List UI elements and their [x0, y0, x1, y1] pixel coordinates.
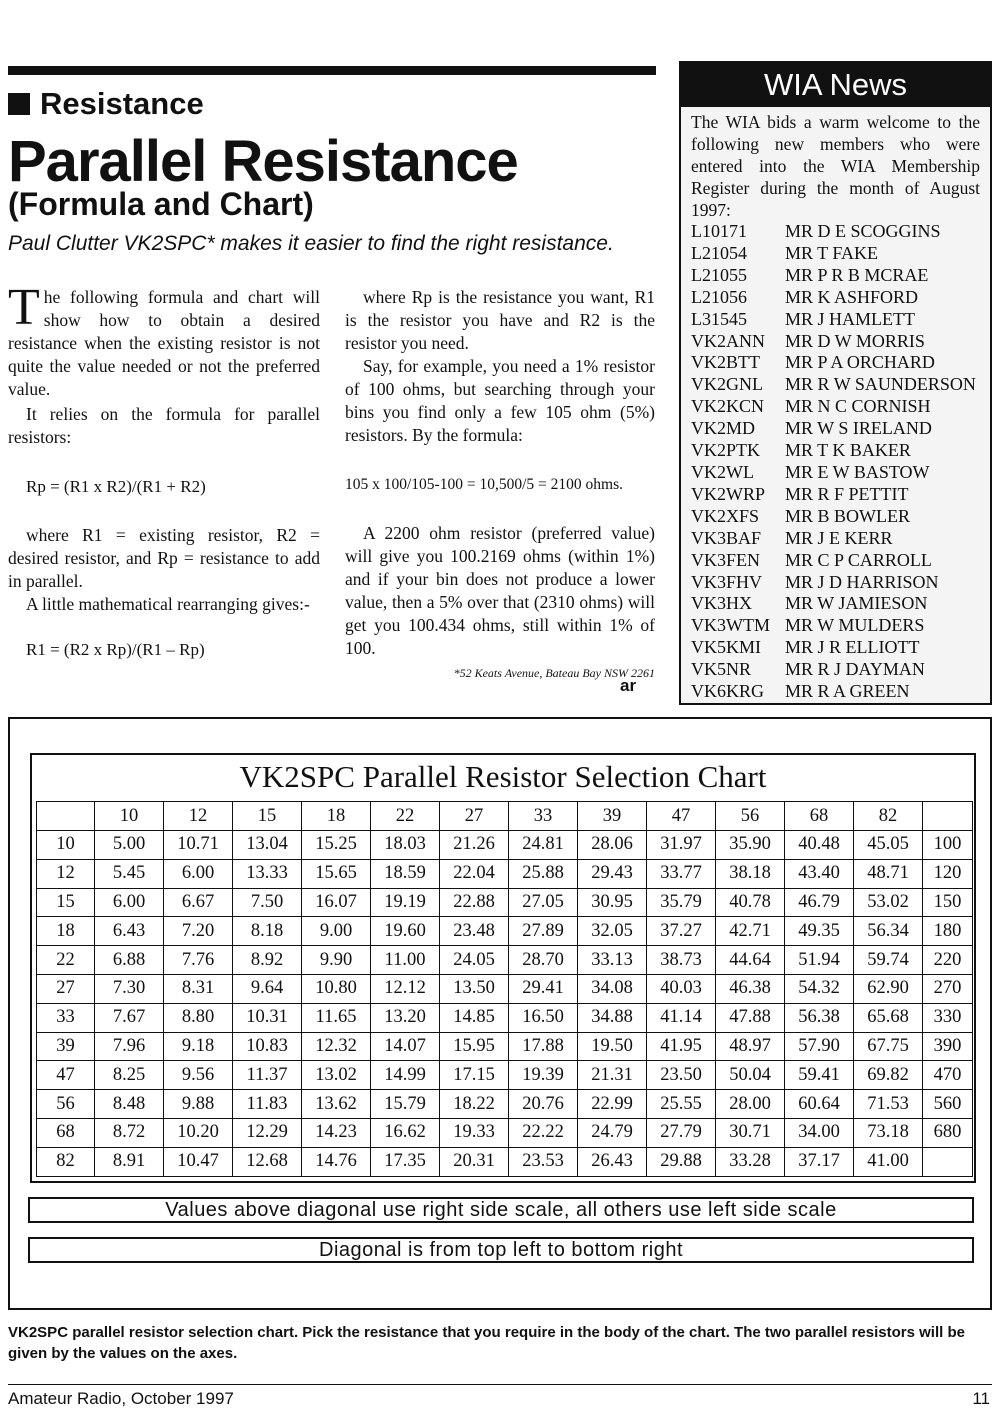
- table-cell: 30.95: [578, 888, 647, 917]
- paragraph: A 2200 ohm resistor (preferred value) will give you 100.2169 ohms (within 1%) and if your bin does not produce a lower value, then a 5% over that (2310 ohms) will get you 100.434 ohms, still within 1% of 100.: [345, 523, 655, 658]
- table-cell: 37.17: [785, 1147, 854, 1176]
- table-cell: 9.88: [164, 1090, 233, 1119]
- table-cell: 5.45: [95, 859, 164, 888]
- member-callsign: VK2XFS: [691, 505, 760, 526]
- member-row: [681, 396, 990, 418]
- member-callsign: L10171: [691, 221, 747, 241]
- member-callsign: VK5KMI: [691, 637, 761, 658]
- table-cell: 38.73: [647, 946, 716, 975]
- table-cell: 73.18: [854, 1118, 923, 1147]
- member-row: [681, 681, 990, 703]
- member-row: [681, 265, 990, 287]
- member-name: MR J E KERR: [785, 527, 893, 548]
- row-header-left: 68: [37, 1118, 95, 1147]
- section-heading: [8, 86, 204, 122]
- table-cell: 14.23: [302, 1118, 371, 1147]
- table-cell: 69.82: [854, 1061, 923, 1090]
- table-cell: 54.32: [785, 974, 854, 1003]
- table-cell: 40.03: [647, 974, 716, 1003]
- paragraph: Say, for example, you need a 1% resistor of 100 ohms, but searching through your bins you find only a few 105 ohm (5%) resistors. By the formula:: [345, 356, 655, 445]
- table-row: [37, 859, 973, 888]
- table-cell: 17.35: [371, 1147, 440, 1176]
- member-name: MR J R ELLIOTT: [785, 637, 920, 658]
- table-cell: 51.94: [785, 946, 854, 975]
- table-cell: 38.18: [716, 859, 785, 888]
- member-callsign: VK3BAF: [691, 527, 762, 548]
- member-name: MR C P CARROLL: [785, 549, 932, 570]
- row-header-right: 150: [923, 888, 973, 917]
- table-cell: 13.33: [233, 859, 302, 888]
- row-header-right: 330: [923, 1003, 973, 1032]
- table-cell: 27.89: [509, 917, 578, 946]
- table-cell: 7.67: [95, 1003, 164, 1032]
- table-cell: 57.90: [785, 1032, 854, 1061]
- table-cell: 14.99: [371, 1061, 440, 1090]
- member-callsign: VK2ANN: [691, 330, 765, 351]
- chart-box: [8, 717, 992, 1310]
- table-cell: 24.81: [509, 831, 578, 860]
- table-cell: 46.38: [716, 974, 785, 1003]
- table-cell: 71.53: [854, 1090, 923, 1119]
- table-row: [37, 917, 973, 946]
- table-cell: 40.78: [716, 888, 785, 917]
- wia-news-intro: The WIA bids a warm welcome to the following new members who were entered into the WIA Membership Register during the month of August 1997:: [691, 112, 980, 220]
- table-cell: 28.00: [716, 1090, 785, 1119]
- table-cell: 50.04: [716, 1061, 785, 1090]
- column-header: 10: [95, 802, 164, 831]
- table-corner: [37, 802, 95, 831]
- table-cell: 12.12: [371, 974, 440, 1003]
- row-header-right: 220: [923, 946, 973, 975]
- section-label: Resistance: [40, 86, 204, 121]
- member-callsign: VK2BTT: [691, 352, 760, 373]
- member-name: MR D W MORRIS: [785, 330, 925, 351]
- member-name: MR W JAMIESON: [785, 593, 928, 614]
- member-row: [681, 287, 990, 309]
- row-header-left: 27: [37, 974, 95, 1003]
- table-cell: 7.50: [233, 888, 302, 917]
- column-header: 27: [440, 802, 509, 831]
- member-row: [681, 615, 990, 637]
- wia-news-box: [679, 61, 992, 705]
- table-cell: 17.88: [509, 1032, 578, 1061]
- table-cell: 9.00: [302, 917, 371, 946]
- table-row: [37, 1032, 973, 1061]
- member-name: MR N C CORNISH: [785, 396, 931, 417]
- table-cell: 10.31: [233, 1003, 302, 1032]
- member-list: [681, 221, 990, 703]
- table-row: [37, 1061, 973, 1090]
- member-row: [681, 352, 990, 374]
- table-cell: 13.04: [233, 831, 302, 860]
- table-cell: 25.88: [509, 859, 578, 888]
- table-cell: 27.05: [509, 888, 578, 917]
- member-callsign: VK2GNL: [691, 374, 763, 395]
- table-row: [37, 1118, 973, 1147]
- row-header-left: 22: [37, 946, 95, 975]
- table-cell: 23.48: [440, 917, 509, 946]
- chart-note-1: Values above diagonal use right side scale, all others use left side scale: [28, 1197, 974, 1223]
- row-header-right: 270: [923, 974, 973, 1003]
- table-cell: 16.50: [509, 1003, 578, 1032]
- member-name: MR R W SAUNDERSON: [785, 374, 976, 395]
- column-header: 68: [785, 802, 854, 831]
- member-name: MR D E SCOGGINS: [785, 221, 941, 241]
- column-header: 33: [509, 802, 578, 831]
- row-header-right: 470: [923, 1061, 973, 1090]
- table-cell: 15.25: [302, 831, 371, 860]
- table-cell: 35.79: [647, 888, 716, 917]
- author-address: *52 Keats Avenue, Bateau Bay NSW 2261: [453, 666, 655, 680]
- member-row: [681, 374, 990, 396]
- member-name: MR T FAKE: [785, 242, 879, 263]
- row-header-left: 15: [37, 888, 95, 917]
- paragraph: where Rp is the resistance you want, R1 is the resistor you have and R2 is the resistor you need.: [345, 287, 655, 353]
- row-header-right: 180: [923, 917, 973, 946]
- paragraph: where R1 = existing resistor, R2 = desired resistor, and Rp = resistance to add in parallel.: [8, 525, 320, 591]
- table-cell: 13.02: [302, 1061, 371, 1090]
- table-cell: 25.55: [647, 1090, 716, 1119]
- table-cell: 11.00: [371, 946, 440, 975]
- member-name: MR K ASHFORD: [785, 286, 919, 307]
- chart-caption: VK2SPC parallel resistor selection chart. Pick the resistance that you require in the body of the chart. The two parallel resistors will be given by the values on the axes.: [8, 1324, 965, 1362]
- article-column-2: [345, 286, 655, 660]
- table-corner: [923, 802, 973, 831]
- table-cell: 13.62: [302, 1090, 371, 1119]
- table-cell: 16.62: [371, 1118, 440, 1147]
- member-callsign: VK3HX: [691, 593, 752, 614]
- table-cell: 6.43: [95, 917, 164, 946]
- column-header: 22: [371, 802, 440, 831]
- member-callsign: VK3FEN: [691, 549, 761, 570]
- table-cell: 8.92: [233, 946, 302, 975]
- byline: Paul Clutter VK2SPC* makes it easier to find the right resistance.: [8, 232, 614, 255]
- article-title: Parallel Resistance: [8, 129, 518, 194]
- table-cell: 22.88: [440, 888, 509, 917]
- member-callsign: VK2WRP: [691, 483, 766, 504]
- member-row: [681, 418, 990, 440]
- table-cell: 28.70: [509, 946, 578, 975]
- row-header-right: [923, 1147, 973, 1176]
- table-cell: 11.83: [233, 1090, 302, 1119]
- table-cell: 41.95: [647, 1032, 716, 1061]
- table-cell: 18.22: [440, 1090, 509, 1119]
- table-cell: 41.14: [647, 1003, 716, 1032]
- member-callsign: L21055: [691, 264, 747, 285]
- footer-publication: Amateur Radio, October 1997: [8, 1389, 234, 1408]
- table-cell: 11.65: [302, 1003, 371, 1032]
- table-cell: 15.79: [371, 1090, 440, 1119]
- table-cell: 29.88: [647, 1147, 716, 1176]
- row-header-left: 56: [37, 1090, 95, 1119]
- member-row: [681, 309, 990, 331]
- table-cell: 8.80: [164, 1003, 233, 1032]
- formula-parallel: Rp = (R1 x R2)/(R1 + R2): [26, 477, 206, 496]
- table-row: [37, 1147, 973, 1176]
- row-header-left: 10: [37, 831, 95, 860]
- member-row: [681, 440, 990, 462]
- table-cell: 42.71: [716, 917, 785, 946]
- member-callsign: VK2PTK: [691, 440, 761, 461]
- column-header: 39: [578, 802, 647, 831]
- column-header: 47: [647, 802, 716, 831]
- table-row: [37, 831, 973, 860]
- member-callsign: L21054: [691, 242, 747, 263]
- table-cell: 19.39: [509, 1061, 578, 1090]
- resistor-table: [36, 801, 973, 1177]
- table-cell: 16.07: [302, 888, 371, 917]
- member-row: [681, 593, 990, 615]
- table-cell: 62.90: [854, 974, 923, 1003]
- member-name: MR P R B MCRAE: [785, 264, 929, 285]
- column-header: 15: [233, 802, 302, 831]
- paragraph: The following formula and chart will show how to obtain a desired resistance when the existing resistor is not quite the value needed or not the preferred value.: [8, 279, 320, 399]
- table-cell: 21.26: [440, 831, 509, 860]
- member-name: MR R J DAYMAN: [785, 659, 925, 680]
- table-cell: 24.05: [440, 946, 509, 975]
- paragraph: A little mathematical rearranging gives:-: [26, 594, 310, 614]
- member-row: [681, 331, 990, 353]
- table-cell: 9.56: [164, 1061, 233, 1090]
- member-callsign: VK5NR: [691, 659, 752, 680]
- table-cell: 24.79: [578, 1118, 647, 1147]
- row-header-right: 680: [923, 1118, 973, 1147]
- member-callsign: VK2KCN: [691, 396, 765, 417]
- table-cell: 32.05: [578, 917, 647, 946]
- table-cell: 19.60: [371, 917, 440, 946]
- table-cell: 29.43: [578, 859, 647, 888]
- table-row: [37, 888, 973, 917]
- table-cell: 53.02: [854, 888, 923, 917]
- table-cell: 35.90: [716, 831, 785, 860]
- member-name: MR P A ORCHARD: [785, 352, 935, 373]
- table-cell: 18.03: [371, 831, 440, 860]
- table-cell: 11.37: [233, 1061, 302, 1090]
- table-row: [37, 974, 973, 1003]
- table-cell: 13.20: [371, 1003, 440, 1032]
- table-cell: 20.31: [440, 1147, 509, 1176]
- member-callsign: VK3WTM: [691, 615, 770, 636]
- table-cell: 6.88: [95, 946, 164, 975]
- table-cell: 45.05: [854, 831, 923, 860]
- chart-title: VK2SPC Parallel Resistor Selection Chart: [239, 759, 767, 794]
- member-row: [681, 506, 990, 528]
- table-cell: 9.90: [302, 946, 371, 975]
- table-cell: 33.28: [716, 1147, 785, 1176]
- member-callsign: L31545: [691, 308, 747, 329]
- article-column-1: [8, 279, 320, 661]
- table-cell: 14.76: [302, 1147, 371, 1176]
- member-row: [681, 243, 990, 265]
- member-name: MR B BOWLER: [785, 505, 911, 526]
- table-cell: 7.30: [95, 974, 164, 1003]
- table-cell: 8.18: [233, 917, 302, 946]
- column-header: 56: [716, 802, 785, 831]
- table-cell: 10.80: [302, 974, 371, 1003]
- member-callsign: VK2WL: [691, 461, 754, 482]
- table-cell: 22.04: [440, 859, 509, 888]
- table-cell: 23.53: [509, 1147, 578, 1176]
- table-cell: 37.27: [647, 917, 716, 946]
- member-row: [681, 528, 990, 550]
- member-row: [681, 659, 990, 681]
- table-cell: 12.29: [233, 1118, 302, 1147]
- table-cell: 20.76: [509, 1090, 578, 1119]
- table-cell: 28.06: [578, 831, 647, 860]
- row-header-left: 47: [37, 1061, 95, 1090]
- member-name: MR E W BASTOW: [785, 461, 930, 482]
- formula-rearranged: R1 = (R2 x Rp)/(R1 – Rp): [26, 640, 205, 659]
- table-cell: 33.13: [578, 946, 647, 975]
- table-cell: 59.41: [785, 1061, 854, 1090]
- table-cell: 60.64: [785, 1090, 854, 1119]
- member-name: MR J HAMLETT: [785, 308, 915, 329]
- table-cell: 15.95: [440, 1032, 509, 1061]
- table-cell: 10.83: [233, 1032, 302, 1061]
- member-row: [681, 484, 990, 506]
- member-row: [681, 221, 990, 243]
- table-cell: 5.00: [95, 831, 164, 860]
- formula-example: 105 x 100/105-100 = 10,500/5 = 2100 ohms.: [345, 476, 623, 493]
- table-cell: 19.33: [440, 1118, 509, 1147]
- member-name: MR R F PETTIT: [785, 483, 909, 504]
- table-row: [37, 946, 973, 975]
- end-mark: ar: [620, 676, 637, 695]
- row-header-right: 120: [923, 859, 973, 888]
- column-header: 18: [302, 802, 371, 831]
- member-name: MR T K BAKER: [785, 440, 911, 461]
- table-cell: 8.72: [95, 1118, 164, 1147]
- table-cell: 9.64: [233, 974, 302, 1003]
- table-cell: 44.64: [716, 946, 785, 975]
- chart-note-2: Diagonal is from top left to bottom right: [28, 1237, 974, 1263]
- column-header: 12: [164, 802, 233, 831]
- table-cell: 17.15: [440, 1061, 509, 1090]
- table-cell: 9.18: [164, 1032, 233, 1061]
- table-cell: 26.43: [578, 1147, 647, 1176]
- table-cell: 8.31: [164, 974, 233, 1003]
- article-subtitle: (Formula and Chart): [8, 186, 314, 222]
- table-cell: 41.00: [854, 1147, 923, 1176]
- square-bullet-icon: [8, 93, 30, 115]
- table-cell: 30.71: [716, 1118, 785, 1147]
- member-name: MR W S IRELAND: [785, 418, 932, 439]
- row-header-left: 12: [37, 859, 95, 888]
- row-header-left: 39: [37, 1032, 95, 1061]
- table-cell: 18.59: [371, 859, 440, 888]
- member-name: MR W MULDERS: [785, 615, 925, 636]
- table-cell: 8.91: [95, 1147, 164, 1176]
- table-cell: 31.97: [647, 831, 716, 860]
- table-cell: 15.65: [302, 859, 371, 888]
- table-cell: 6.00: [95, 888, 164, 917]
- table-row: [37, 1003, 973, 1032]
- table-cell: 7.96: [95, 1032, 164, 1061]
- member-row: [681, 572, 990, 594]
- table-cell: 67.75: [854, 1032, 923, 1061]
- table-cell: 7.20: [164, 917, 233, 946]
- footer-rule: [8, 1384, 992, 1385]
- table-cell: 27.79: [647, 1118, 716, 1147]
- row-header-left: 33: [37, 1003, 95, 1032]
- column-header: 82: [854, 802, 923, 831]
- table-cell: 22.99: [578, 1090, 647, 1119]
- table-cell: 23.50: [647, 1061, 716, 1090]
- wia-news-heading: WIA News: [681, 63, 990, 107]
- table-cell: 12.68: [233, 1147, 302, 1176]
- table-cell: 8.25: [95, 1061, 164, 1090]
- member-name: MR R A GREEN: [785, 681, 910, 702]
- member-row: [681, 462, 990, 484]
- table-cell: 29.41: [509, 974, 578, 1003]
- table-header-row: [37, 802, 973, 831]
- table-cell: 12.32: [302, 1032, 371, 1061]
- table-cell: 10.47: [164, 1147, 233, 1176]
- table-cell: 6.67: [164, 888, 233, 917]
- table-cell: 56.34: [854, 917, 923, 946]
- row-header-right: 560: [923, 1090, 973, 1119]
- table-cell: 8.48: [95, 1090, 164, 1119]
- member-name: MR J D HARRISON: [785, 571, 939, 592]
- table-row: [37, 1090, 973, 1119]
- table-cell: 14.85: [440, 1003, 509, 1032]
- table-cell: 56.38: [785, 1003, 854, 1032]
- table-cell: 10.71: [164, 831, 233, 860]
- table-cell: 33.77: [647, 859, 716, 888]
- table-cell: 19.50: [578, 1032, 647, 1061]
- member-callsign: VK2MD: [691, 418, 756, 439]
- table-cell: 48.97: [716, 1032, 785, 1061]
- top-rule: [8, 66, 656, 75]
- table-cell: 10.20: [164, 1118, 233, 1147]
- row-header-right: 390: [923, 1032, 973, 1061]
- member-row: [681, 550, 990, 572]
- member-row: [681, 637, 990, 659]
- paragraph: It relies on the formula for parallel resistors:: [8, 404, 320, 447]
- chart-frame: [30, 753, 976, 1183]
- table-cell: 6.00: [164, 859, 233, 888]
- table-cell: 7.76: [164, 946, 233, 975]
- page-number: 11: [972, 1389, 990, 1408]
- table-cell: 46.79: [785, 888, 854, 917]
- table-cell: 21.31: [578, 1061, 647, 1090]
- drop-cap: T: [8, 279, 40, 336]
- table-cell: 34.88: [578, 1003, 647, 1032]
- member-callsign: VK6KRG: [691, 681, 765, 702]
- table-cell: 43.40: [785, 859, 854, 888]
- table-cell: 48.71: [854, 859, 923, 888]
- table-cell: 34.08: [578, 974, 647, 1003]
- row-header-left: 18: [37, 917, 95, 946]
- table-cell: 34.00: [785, 1118, 854, 1147]
- row-header-left: 82: [37, 1147, 95, 1176]
- table-cell: 40.48: [785, 831, 854, 860]
- table-cell: 59.74: [854, 946, 923, 975]
- table-cell: 49.35: [785, 917, 854, 946]
- member-callsign: VK3FHV: [691, 571, 763, 592]
- member-callsign: L21056: [691, 286, 747, 307]
- table-cell: 14.07: [371, 1032, 440, 1061]
- table-cell: 13.50: [440, 974, 509, 1003]
- table-cell: 22.22: [509, 1118, 578, 1147]
- table-cell: 65.68: [854, 1003, 923, 1032]
- row-header-right: 100: [923, 831, 973, 860]
- table-cell: 47.88: [716, 1003, 785, 1032]
- table-cell: 19.19: [371, 888, 440, 917]
